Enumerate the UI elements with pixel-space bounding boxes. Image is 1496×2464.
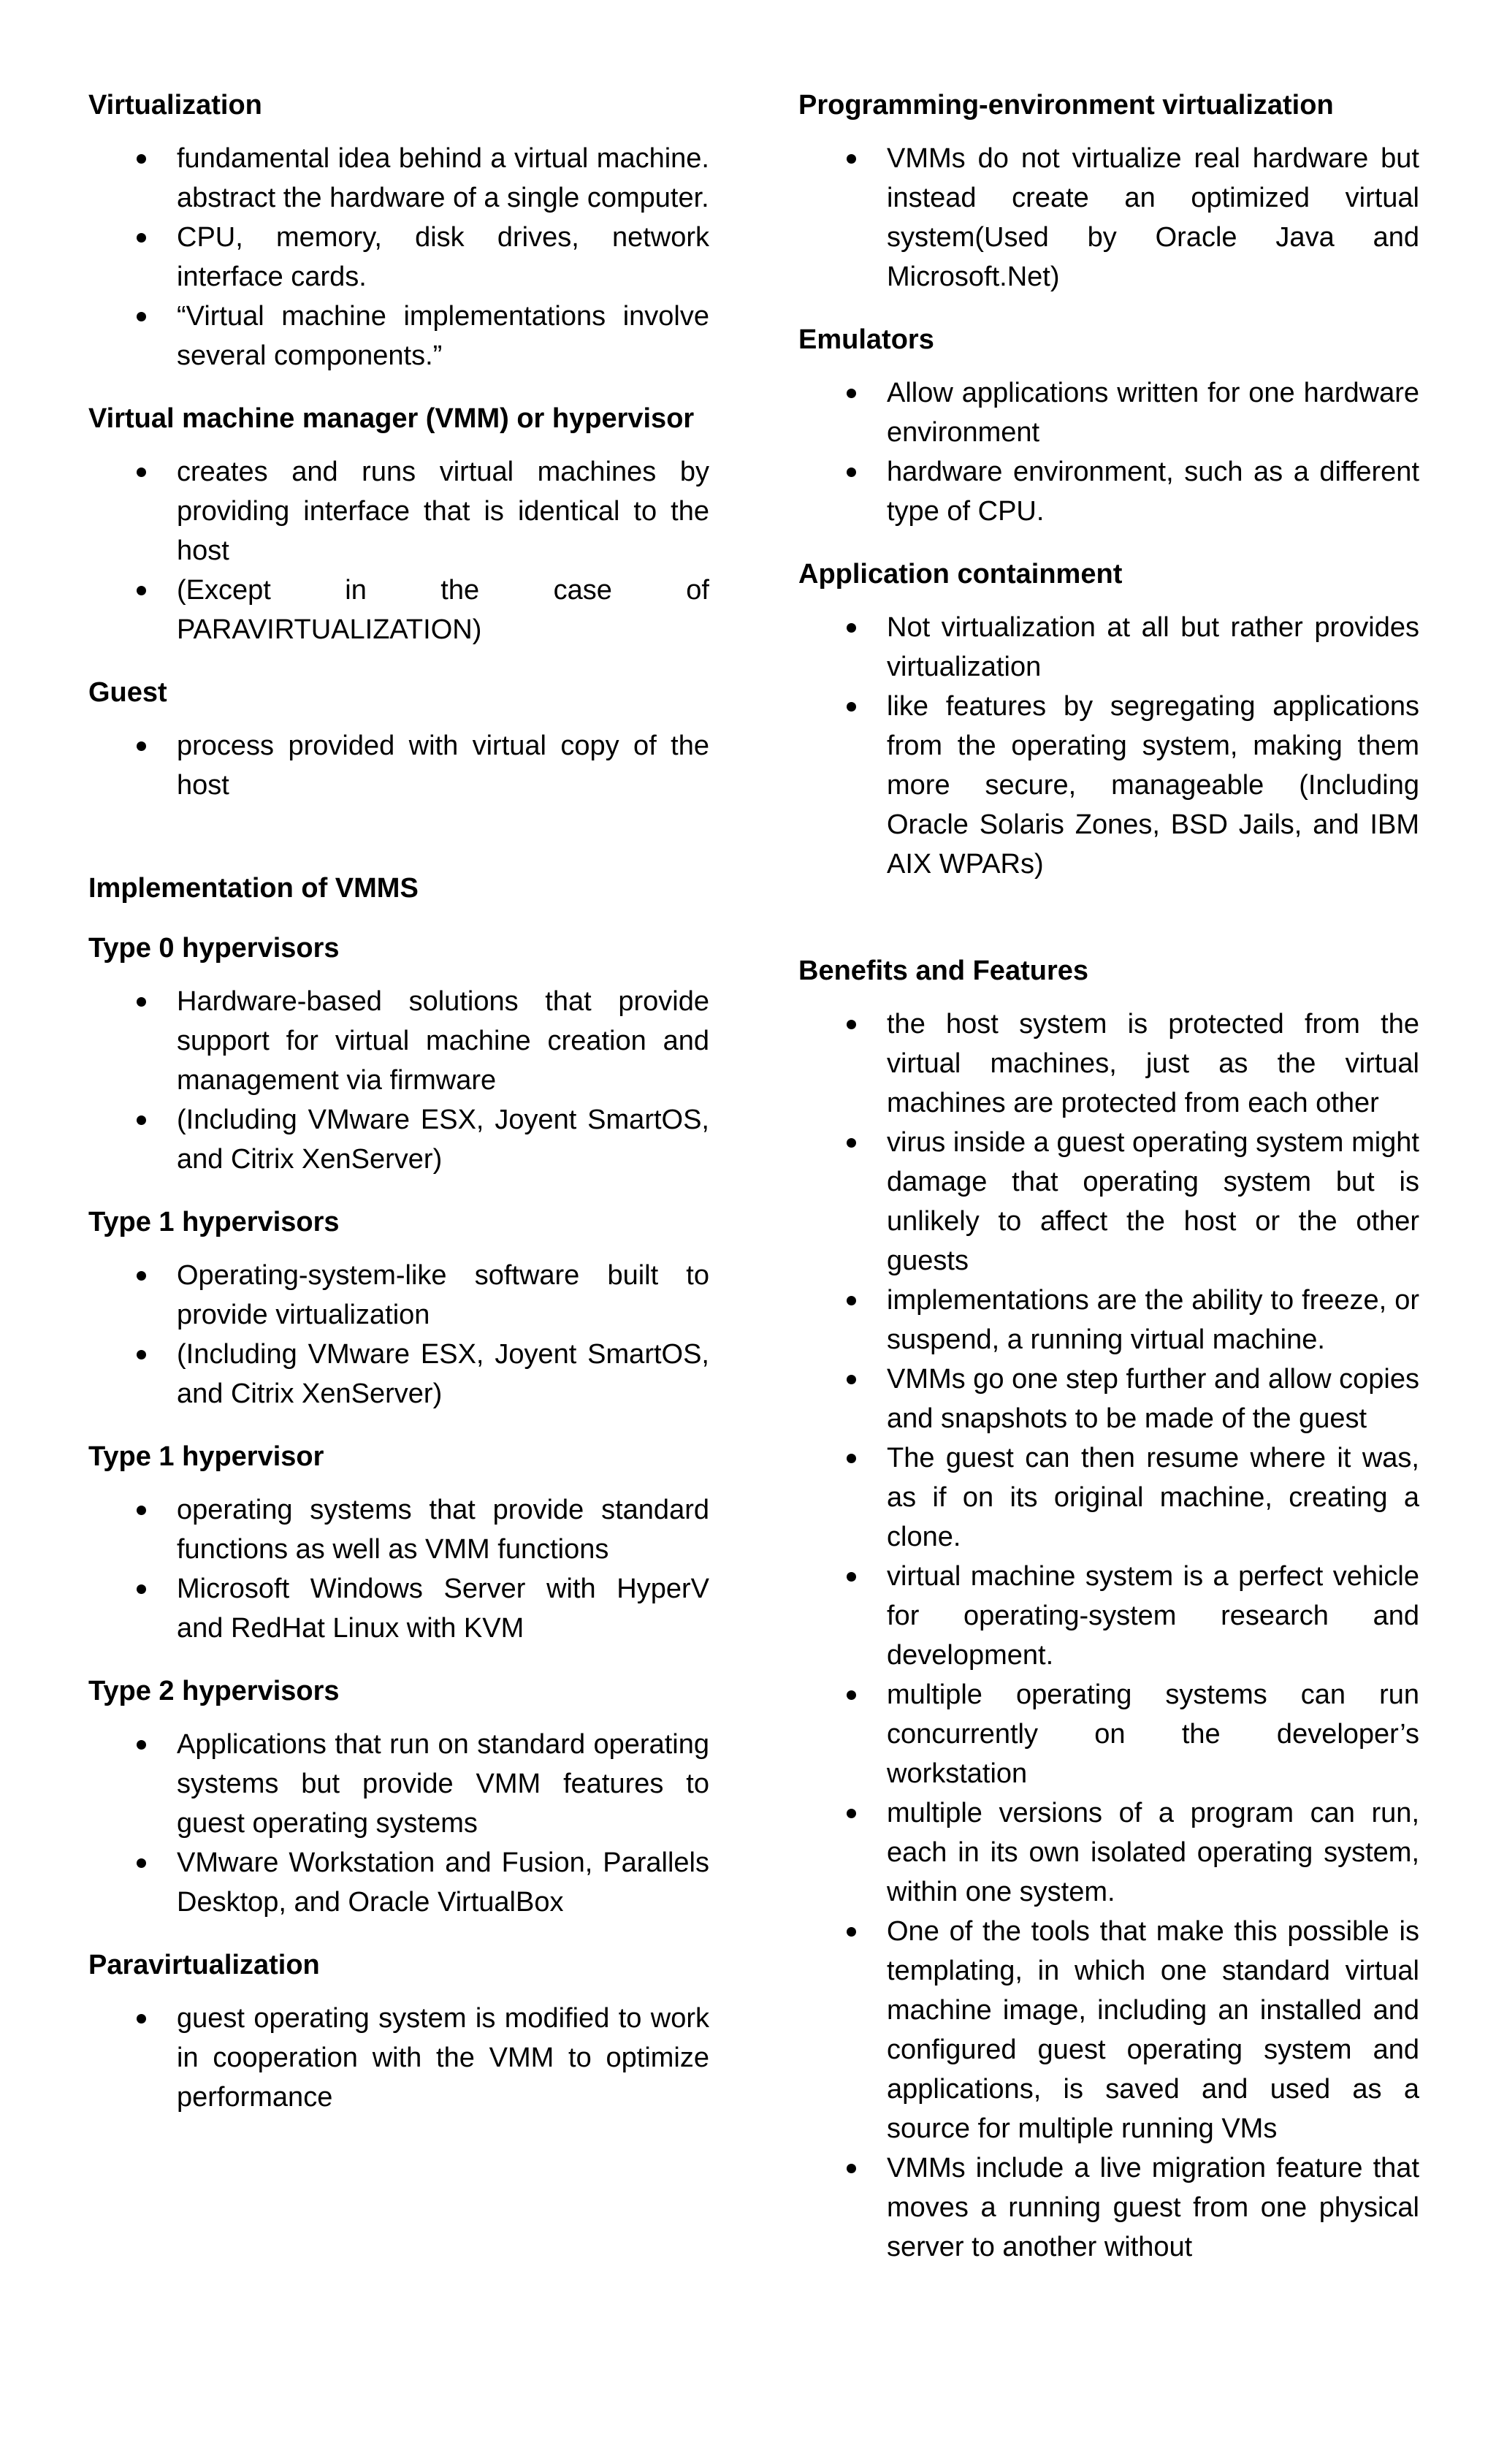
list-item: One of the tools that make this possible is templating, in which one standard virtual machine image, including an installed and configured guest operating system and applications, is saved and used as a source for multiple running VMs xyxy=(798,1912,1419,2148)
bullet-dot xyxy=(137,154,146,164)
section-emulators xyxy=(798,321,1419,531)
section-heading: Guest xyxy=(88,677,167,708)
left-column xyxy=(88,0,709,2117)
section-application-containment xyxy=(798,555,1419,884)
list-item: (Including VMware ESX, Joyent SmartOS, and Citrix XenServer) xyxy=(88,1335,709,1414)
right-column xyxy=(798,0,1419,2267)
list-item: Hardware-based solutions that provide support for virtual machine creation and management via firmware xyxy=(88,982,709,1100)
list-item: VMMs include a live migration feature that moves a running guest from one physical server to another without xyxy=(798,2148,1419,2267)
list-item: operating systems that provide standard functions as well as VMM functions xyxy=(88,1490,709,1569)
list-item: The guest can then resume where it was, as if on its original machine, creating a clone. xyxy=(798,1438,1419,1557)
list-item: fundamental idea behind a virtual machine. abstract the hardware of a single computer. xyxy=(88,139,709,218)
bullet-dot xyxy=(847,468,856,477)
bullet-dot xyxy=(847,1572,856,1582)
section-vmm xyxy=(88,400,709,649)
section-programming-environment xyxy=(798,0,1419,297)
list-item: Not virtualization at all but rather provides virtualization xyxy=(798,608,1419,687)
bullet-dot xyxy=(137,741,146,751)
list-item: VMMs go one step further and allow copies and snapshots to be made of the guest xyxy=(798,1359,1419,1438)
bullet-dot xyxy=(137,233,146,243)
section-benefits-features xyxy=(798,952,1419,2267)
section-type2 xyxy=(88,1672,709,1922)
list-item: multiple operating systems can run concurrently on the developer’s workstation xyxy=(798,1675,1419,1793)
bullet-dot xyxy=(137,1740,146,1750)
list-item: process provided with virtual copy of the host xyxy=(88,726,709,805)
bullet-list xyxy=(88,1999,709,2117)
list-item: virtual machine system is a perfect vehicle for operating-system research and development. xyxy=(798,1557,1419,1675)
section-heading: Implementation of VMMS xyxy=(88,873,419,904)
list-item: VMMs do not virtualize real hardware but instead create an optimized virtual system(Used by Oracle Java and Microsoft.Net) xyxy=(798,139,1419,297)
bullet-dot xyxy=(847,1454,856,1463)
section-heading: Type 1 hypervisors xyxy=(88,1207,340,1237)
bullet-dot xyxy=(847,154,856,164)
section-heading: Emulators xyxy=(798,324,934,355)
list-item: creates and runs virtual machines by providing interface that is identical to the host xyxy=(88,452,709,571)
bullet-dot xyxy=(137,1350,146,1359)
bullet-dot xyxy=(847,1138,856,1148)
list-item: CPU, memory, disk drives, network interface cards. xyxy=(88,218,709,297)
bullet-list xyxy=(88,982,709,1179)
bullet-list xyxy=(88,139,709,375)
bullet-dot xyxy=(847,1809,856,1818)
bullet-dot xyxy=(847,2164,856,2173)
bullet-dot xyxy=(137,1271,146,1281)
section-guest xyxy=(88,674,709,805)
section-heading: Benefits and Features xyxy=(798,956,1088,986)
bullet-dot xyxy=(137,1506,146,1515)
bullet-dot xyxy=(847,1690,856,1700)
list-item: Allow applications written for one hardware environment xyxy=(798,373,1419,452)
bullet-dot xyxy=(137,586,146,595)
bullet-dot xyxy=(137,468,146,477)
bullet-list xyxy=(88,452,709,649)
bullet-dot xyxy=(137,2014,146,2024)
bullet-list xyxy=(88,1256,709,1414)
section-type0 xyxy=(88,929,709,1179)
list-item: guest operating system is modified to work in cooperation with the VMM to optimize performance xyxy=(88,1999,709,2117)
list-item: like features by segregating applications from the operating system, making them more secure, manageable (Including Oracle Solaris Zones, BSD Jails, and IBM AIX WPARs) xyxy=(798,687,1419,884)
section-heading: Virtual machine manager (VMM) or hypervisor xyxy=(88,403,695,434)
bullet-dot xyxy=(137,1858,146,1868)
bullet-dot xyxy=(137,1115,146,1125)
list-item: Applications that run on standard operating systems but provide VMM features to guest operating systems xyxy=(88,1725,709,1843)
bullet-list xyxy=(88,1725,709,1922)
section-implementation xyxy=(88,869,709,907)
bullet-list xyxy=(88,1490,709,1648)
bullet-dot xyxy=(847,1020,856,1029)
bullet-list xyxy=(798,139,1419,297)
bullet-dot xyxy=(137,997,146,1007)
section-heading: Virtualization xyxy=(88,90,262,121)
bullet-dot xyxy=(847,389,856,398)
section-heading: Type 2 hypervisors xyxy=(88,1676,340,1706)
list-item: VMware Workstation and Fusion, Parallels Desktop, and Oracle VirtualBox xyxy=(88,1843,709,1922)
list-item: (Except in the case of PARAVIRTUALIZATION) xyxy=(88,571,709,649)
section-type1-hypervisor xyxy=(88,1438,709,1648)
bullet-list xyxy=(88,726,709,805)
section-heading: Paravirtualization xyxy=(88,1950,320,1980)
list-item: Microsoft Windows Server with HyperV and RedHat Linux with KVM xyxy=(88,1569,709,1648)
bullet-dot xyxy=(847,1927,856,1937)
list-item: multiple versions of a program can run, each in its own isolated operating system, within one system. xyxy=(798,1793,1419,1912)
bullet-dot xyxy=(847,702,856,712)
list-item: implementations are the ability to freeze, or suspend, a running virtual machine. xyxy=(798,1281,1419,1359)
section-heading: Type 1 hypervisor xyxy=(88,1441,324,1472)
list-item: virus inside a guest operating system might damage that operating system but is unlikely to affect the host or the other guests xyxy=(798,1123,1419,1281)
section-heading: Type 0 hypervisors xyxy=(88,933,340,964)
section-paravirtualization xyxy=(88,1946,709,2117)
bullet-dot xyxy=(847,1296,856,1305)
list-item: “Virtual machine implementations involve several components.” xyxy=(88,297,709,375)
list-item: (Including VMware ESX, Joyent SmartOS, and Citrix XenServer) xyxy=(88,1100,709,1179)
bullet-list xyxy=(798,1004,1419,2267)
section-virtualization xyxy=(88,0,709,375)
section-heading: Application containment xyxy=(798,559,1123,590)
bullet-dot xyxy=(847,1375,856,1384)
section-type1-hypervisors xyxy=(88,1203,709,1414)
list-item: the host system is protected from the virtual machines, just as the virtual machines are protected from each other xyxy=(798,1004,1419,1123)
section-heading: Programming-environment virtualization xyxy=(798,90,1334,121)
list-item: Operating-system-like software built to provide virtualization xyxy=(88,1256,709,1335)
bullet-dot xyxy=(847,623,856,633)
list-item: hardware environment, such as a different type of CPU. xyxy=(798,452,1419,531)
bullet-dot xyxy=(137,312,146,321)
bullet-list xyxy=(798,608,1419,884)
bullet-list xyxy=(798,373,1419,531)
bullet-dot xyxy=(137,1584,146,1594)
